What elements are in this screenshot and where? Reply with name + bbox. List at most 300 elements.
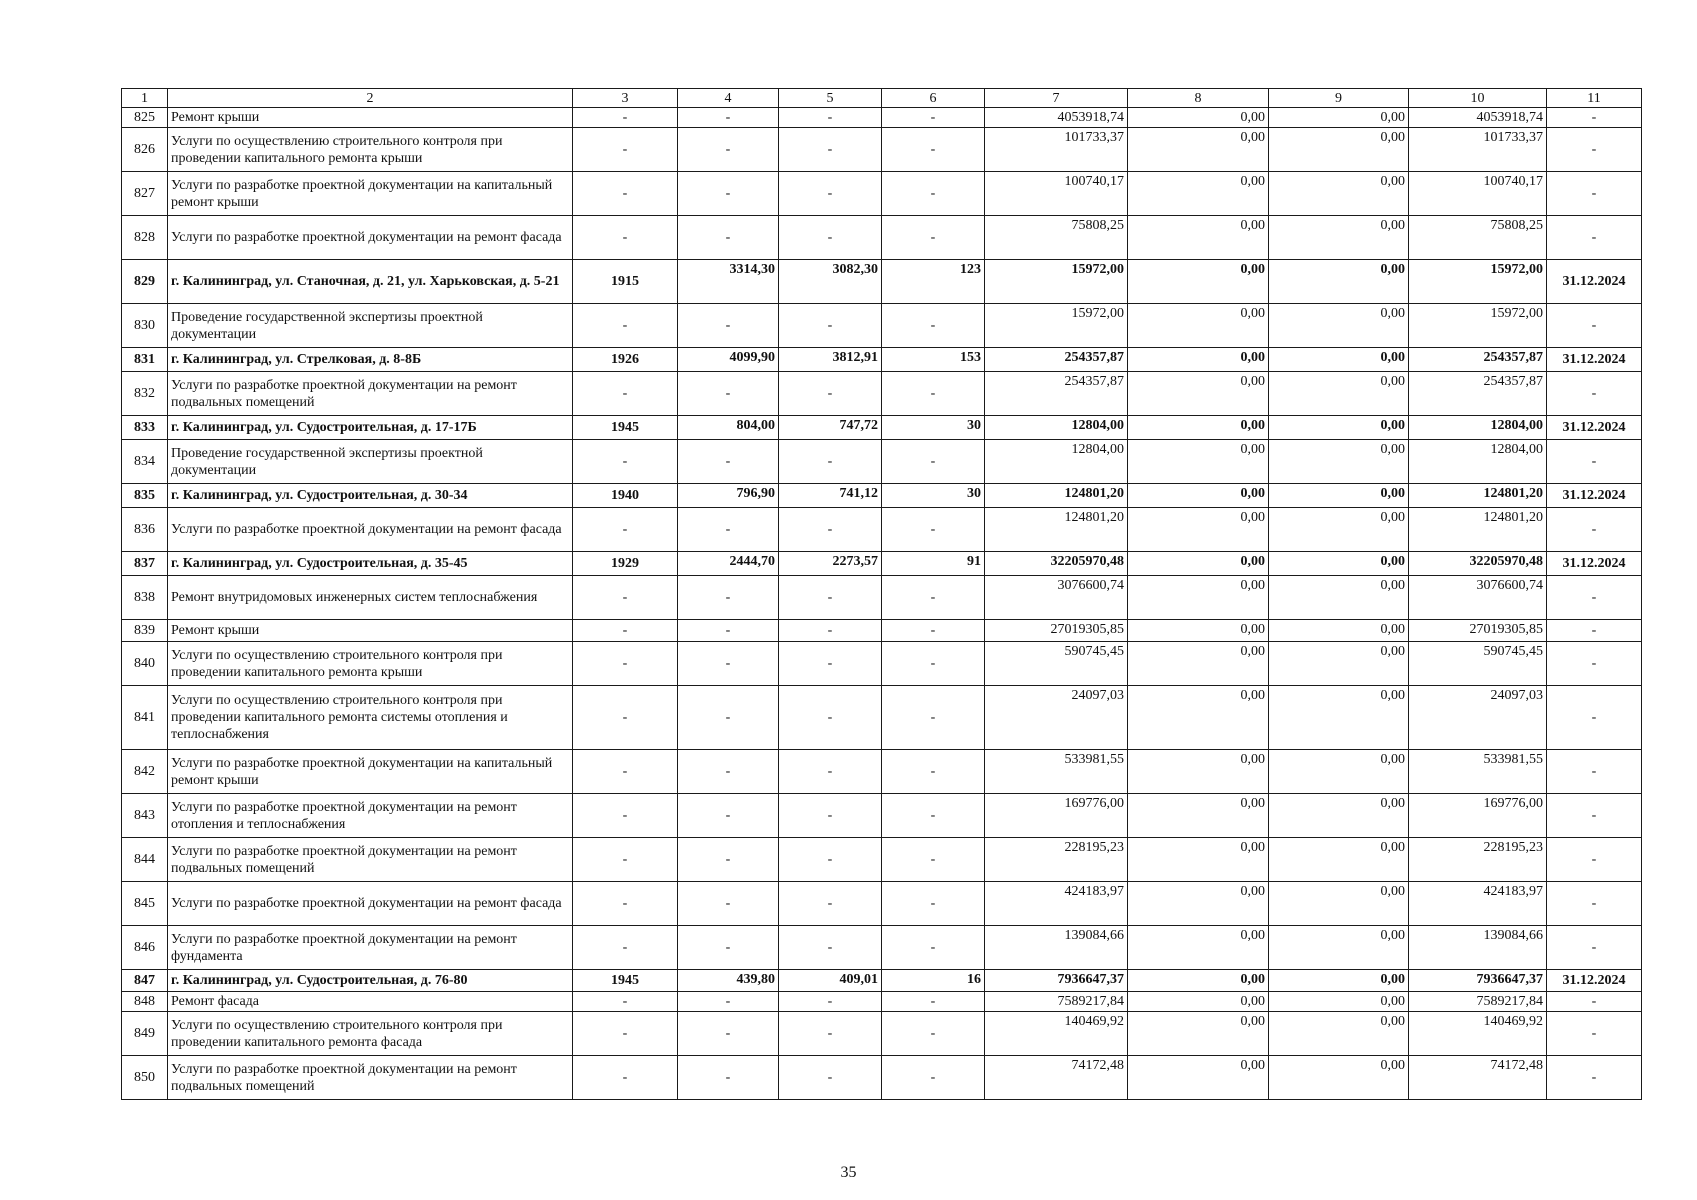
col8-cell: 0,00 [1128, 686, 1269, 750]
col3-cell: - [573, 620, 678, 642]
col11-cell: - [1547, 508, 1642, 552]
work-description-cell: Услуги по разработке проектной документации на ремонт подвальных помещений [168, 838, 573, 882]
work-item-row [122, 304, 1642, 348]
col9-cell: 0,00 [1269, 108, 1409, 128]
work-item-row [122, 926, 1642, 970]
work-description-cell: Услуги по осуществлению строительного контроля при проведении капитального ремонта крыши [168, 642, 573, 686]
col6-cell: - [882, 508, 985, 552]
col5-cell: - [779, 304, 882, 348]
col4-cell: - [678, 440, 779, 484]
col9-cell: 0,00 [1269, 750, 1409, 794]
col9-cell: 0,00 [1269, 216, 1409, 260]
col9-cell: 0,00 [1269, 620, 1409, 642]
col3-cell: - [573, 1012, 678, 1056]
col6-cell: - [882, 882, 985, 926]
col6-cell: - [882, 926, 985, 970]
col7-cell: 27019305,85 [985, 620, 1128, 642]
col5-cell: - [779, 642, 882, 686]
column-header: 8 [1128, 89, 1269, 108]
col10-cell: 32205970,48 [1409, 552, 1547, 576]
col6-cell: - [882, 372, 985, 416]
row-number-cell: 833 [122, 416, 168, 440]
col10-cell: 4053918,74 [1409, 108, 1547, 128]
col9-cell: 0,00 [1269, 926, 1409, 970]
work-item-row [122, 172, 1642, 216]
col4-cell: - [678, 926, 779, 970]
col10-cell: 533981,55 [1409, 750, 1547, 794]
row-number-cell: 846 [122, 926, 168, 970]
col6-cell: - [882, 440, 985, 484]
work-item-row [122, 576, 1642, 620]
col8-cell: 0,00 [1128, 794, 1269, 838]
col4-cell: - [678, 216, 779, 260]
col7-cell: 140469,92 [985, 1012, 1128, 1056]
work-description-cell: г. Калининград, ул. Судостроительная, д. 76-80 [168, 970, 573, 992]
col4-cell: 439,80 [678, 970, 779, 992]
col4-cell: - [678, 108, 779, 128]
col5-cell: 741,12 [779, 484, 882, 508]
row-number-cell: 829 [122, 260, 168, 304]
col6-cell: - [882, 172, 985, 216]
work-item-row [122, 686, 1642, 750]
col10-cell: 169776,00 [1409, 794, 1547, 838]
col6-cell: - [882, 686, 985, 750]
col3-cell: 1940 [573, 484, 678, 508]
col4-cell: 2444,70 [678, 552, 779, 576]
col10-cell: 124801,20 [1409, 508, 1547, 552]
col10-cell: 24097,03 [1409, 686, 1547, 750]
col9-cell: 0,00 [1269, 794, 1409, 838]
col9-cell: 0,00 [1269, 992, 1409, 1012]
col9-cell: 0,00 [1269, 348, 1409, 372]
col10-cell: 15972,00 [1409, 304, 1547, 348]
col4-cell: - [678, 1012, 779, 1056]
col7-cell: 590745,45 [985, 642, 1128, 686]
work-item-row [122, 620, 1642, 642]
row-number-cell: 834 [122, 440, 168, 484]
col3-cell: 1926 [573, 348, 678, 372]
col9-cell: 0,00 [1269, 576, 1409, 620]
row-number-cell: 845 [122, 882, 168, 926]
col6-cell: 30 [882, 484, 985, 508]
address-row [122, 970, 1642, 992]
col6-cell: 30 [882, 416, 985, 440]
col3-cell: - [573, 508, 678, 552]
work-description-cell: Услуги по разработке проектной документации на ремонт подвальных помещений [168, 1056, 573, 1100]
col11-cell: 31.12.2024 [1547, 484, 1642, 508]
col8-cell: 0,00 [1128, 216, 1269, 260]
col4-cell: 796,90 [678, 484, 779, 508]
col3-cell: - [573, 750, 678, 794]
col8-cell: 0,00 [1128, 750, 1269, 794]
col3-cell: 1945 [573, 970, 678, 992]
col4-cell: - [678, 992, 779, 1012]
col6-cell: - [882, 1056, 985, 1100]
column-number-header-row [122, 89, 1642, 108]
col7-cell: 12804,00 [985, 440, 1128, 484]
column-header: 4 [678, 89, 779, 108]
row-number-cell: 836 [122, 508, 168, 552]
column-header: 5 [779, 89, 882, 108]
column-header: 11 [1547, 89, 1642, 108]
col3-cell: - [573, 128, 678, 172]
col11-cell: - [1547, 992, 1642, 1012]
col8-cell: 0,00 [1128, 484, 1269, 508]
col5-cell: 3812,91 [779, 348, 882, 372]
work-description-cell: Проведение государственной экспертизы проектной документации [168, 440, 573, 484]
col6-cell: - [882, 108, 985, 128]
work-description-cell: Ремонт внутридомовых инженерных систем теплоснабжения [168, 576, 573, 620]
col4-cell: - [678, 794, 779, 838]
col8-cell: 0,00 [1128, 552, 1269, 576]
col7-cell: 169776,00 [985, 794, 1128, 838]
col10-cell: 124801,20 [1409, 484, 1547, 508]
work-item-row [122, 794, 1642, 838]
work-description-cell: Услуги по разработке проектной документации на ремонт отопления и теплоснабжения [168, 794, 573, 838]
col9-cell: 0,00 [1269, 882, 1409, 926]
column-header: 3 [573, 89, 678, 108]
document-page [121, 88, 1641, 1100]
col6-cell: 153 [882, 348, 985, 372]
col10-cell: 139084,66 [1409, 926, 1547, 970]
col8-cell: 0,00 [1128, 882, 1269, 926]
col10-cell: 228195,23 [1409, 838, 1547, 882]
col10-cell: 74172,48 [1409, 1056, 1547, 1100]
row-number-cell: 837 [122, 552, 168, 576]
address-row [122, 416, 1642, 440]
work-item-row [122, 882, 1642, 926]
col7-cell: 7589217,84 [985, 992, 1128, 1012]
col3-cell: - [573, 794, 678, 838]
col8-cell: 0,00 [1128, 620, 1269, 642]
col9-cell: 0,00 [1269, 304, 1409, 348]
col8-cell: 0,00 [1128, 926, 1269, 970]
col3-cell: - [573, 172, 678, 216]
work-item-row [122, 216, 1642, 260]
col7-cell: 7936647,37 [985, 970, 1128, 992]
col6-cell: - [882, 750, 985, 794]
work-description-cell: Услуги по разработке проектной документации на капитальный ремонт крыши [168, 750, 573, 794]
col7-cell: 124801,20 [985, 508, 1128, 552]
work-description-cell: Услуги по осуществлению строительного контроля при проведении капитального ремонта крыши [168, 128, 573, 172]
work-description-cell: г. Калининград, ул. Судостроительная, д. 30-34 [168, 484, 573, 508]
col5-cell: - [779, 1012, 882, 1056]
col11-cell: - [1547, 216, 1642, 260]
col10-cell: 12804,00 [1409, 440, 1547, 484]
col3-cell: - [573, 216, 678, 260]
row-number-cell: 840 [122, 642, 168, 686]
col10-cell: 12804,00 [1409, 416, 1547, 440]
col11-cell: - [1547, 440, 1642, 484]
work-description-cell: г. Калининград, ул. Стрелковая, д. 8-8Б [168, 348, 573, 372]
col8-cell: 0,00 [1128, 260, 1269, 304]
column-header: 10 [1409, 89, 1547, 108]
row-number-cell: 842 [122, 750, 168, 794]
col8-cell: 0,00 [1128, 108, 1269, 128]
col11-cell: - [1547, 172, 1642, 216]
work-description-cell: Ремонт крыши [168, 620, 573, 642]
column-header: 1 [122, 89, 168, 108]
work-item-row [122, 1012, 1642, 1056]
address-row [122, 260, 1642, 304]
col9-cell: 0,00 [1269, 508, 1409, 552]
row-number-cell: 826 [122, 128, 168, 172]
col8-cell: 0,00 [1128, 128, 1269, 172]
col5-cell: - [779, 128, 882, 172]
work-description-cell: Услуги по разработке проектной документации на ремонт фасада [168, 216, 573, 260]
col9-cell: 0,00 [1269, 172, 1409, 216]
col8-cell: 0,00 [1128, 348, 1269, 372]
col9-cell: 0,00 [1269, 440, 1409, 484]
col3-cell: - [573, 440, 678, 484]
col10-cell: 101733,37 [1409, 128, 1547, 172]
col3-cell: - [573, 576, 678, 620]
col5-cell: - [779, 216, 882, 260]
col4-cell: - [678, 172, 779, 216]
col6-cell: - [882, 576, 985, 620]
work-item-row [122, 128, 1642, 172]
col8-cell: 0,00 [1128, 642, 1269, 686]
row-number-cell: 828 [122, 216, 168, 260]
row-number-cell: 831 [122, 348, 168, 372]
col4-cell: - [678, 304, 779, 348]
col4-cell: - [678, 1056, 779, 1100]
col6-cell: - [882, 620, 985, 642]
col11-cell: - [1547, 1056, 1642, 1100]
col10-cell: 254357,87 [1409, 348, 1547, 372]
work-description-cell: Ремонт крыши [168, 108, 573, 128]
col5-cell: 2273,57 [779, 552, 882, 576]
col7-cell: 533981,55 [985, 750, 1128, 794]
col3-cell: - [573, 838, 678, 882]
col10-cell: 424183,97 [1409, 882, 1547, 926]
col3-cell: - [573, 1056, 678, 1100]
col11-cell: - [1547, 838, 1642, 882]
col7-cell: 254357,87 [985, 372, 1128, 416]
work-description-cell: Услуги по разработке проектной документации на капитальный ремонт крыши [168, 172, 573, 216]
col11-cell: 31.12.2024 [1547, 348, 1642, 372]
col7-cell: 424183,97 [985, 882, 1128, 926]
col6-cell: - [882, 1012, 985, 1056]
col3-cell: - [573, 304, 678, 348]
col9-cell: 0,00 [1269, 1056, 1409, 1100]
col9-cell: 0,00 [1269, 260, 1409, 304]
col5-cell: 747,72 [779, 416, 882, 440]
work-item-row [122, 1056, 1642, 1100]
col10-cell: 7589217,84 [1409, 992, 1547, 1012]
col11-cell: - [1547, 1012, 1642, 1056]
col5-cell: - [779, 576, 882, 620]
col7-cell: 228195,23 [985, 838, 1128, 882]
col5-cell: 409,01 [779, 970, 882, 992]
col11-cell: - [1547, 882, 1642, 926]
col10-cell: 3076600,74 [1409, 576, 1547, 620]
col7-cell: 75808,25 [985, 216, 1128, 260]
col7-cell: 254357,87 [985, 348, 1128, 372]
col5-cell: - [779, 686, 882, 750]
col9-cell: 0,00 [1269, 1012, 1409, 1056]
col11-cell: - [1547, 926, 1642, 970]
col6-cell: - [882, 642, 985, 686]
col7-cell: 12804,00 [985, 416, 1128, 440]
col8-cell: 0,00 [1128, 440, 1269, 484]
address-row [122, 348, 1642, 372]
work-description-cell: Услуги по разработке проектной документации на ремонт фасада [168, 508, 573, 552]
work-description-cell: г. Калининград, ул. Судостроительная, д. 35-45 [168, 552, 573, 576]
row-number-cell: 843 [122, 794, 168, 838]
col4-cell: - [678, 372, 779, 416]
col5-cell: - [779, 620, 882, 642]
work-item-row [122, 838, 1642, 882]
col6-cell: - [882, 128, 985, 172]
col5-cell: - [779, 372, 882, 416]
col11-cell: - [1547, 128, 1642, 172]
row-number-cell: 841 [122, 686, 168, 750]
col11-cell: - [1547, 794, 1642, 838]
address-row [122, 484, 1642, 508]
repair-program-table [121, 88, 1642, 1100]
row-number-cell: 849 [122, 1012, 168, 1056]
col8-cell: 0,00 [1128, 372, 1269, 416]
col11-cell: 31.12.2024 [1547, 552, 1642, 576]
col6-cell: 16 [882, 970, 985, 992]
col7-cell: 100740,17 [985, 172, 1128, 216]
col9-cell: 0,00 [1269, 484, 1409, 508]
col5-cell: - [779, 926, 882, 970]
page-number: 35 [840, 1164, 857, 1181]
work-description-cell: Услуги по разработке проектной документации на ремонт фасада [168, 882, 573, 926]
row-number-cell: 825 [122, 108, 168, 128]
col3-cell: - [573, 992, 678, 1012]
col3-cell: - [573, 642, 678, 686]
col9-cell: 0,00 [1269, 128, 1409, 172]
work-description-cell: Ремонт фасада [168, 992, 573, 1012]
work-item-row [122, 108, 1642, 128]
work-item-row [122, 750, 1642, 794]
col10-cell: 75808,25 [1409, 216, 1547, 260]
col8-cell: 0,00 [1128, 416, 1269, 440]
col11-cell: - [1547, 372, 1642, 416]
col4-cell: - [678, 642, 779, 686]
work-description-cell: Услуги по осуществлению строительного контроля при проведении капитального ремонта системы отопления и теплоснабжения [168, 686, 573, 750]
col8-cell: 0,00 [1128, 838, 1269, 882]
work-item-row [122, 992, 1642, 1012]
row-number-cell: 835 [122, 484, 168, 508]
col11-cell: 31.12.2024 [1547, 260, 1642, 304]
col4-cell: - [678, 128, 779, 172]
col7-cell: 4053918,74 [985, 108, 1128, 128]
col6-cell: - [882, 304, 985, 348]
col5-cell: - [779, 794, 882, 838]
col8-cell: 0,00 [1128, 992, 1269, 1012]
col8-cell: 0,00 [1128, 304, 1269, 348]
col5-cell: - [779, 838, 882, 882]
col5-cell: - [779, 440, 882, 484]
col5-cell: - [779, 1056, 882, 1100]
col9-cell: 0,00 [1269, 970, 1409, 992]
col5-cell: - [779, 882, 882, 926]
col10-cell: 27019305,85 [1409, 620, 1547, 642]
col11-cell: - [1547, 620, 1642, 642]
col8-cell: 0,00 [1128, 508, 1269, 552]
col5-cell: - [779, 172, 882, 216]
col9-cell: 0,00 [1269, 552, 1409, 576]
col8-cell: 0,00 [1128, 970, 1269, 992]
col9-cell: 0,00 [1269, 838, 1409, 882]
col9-cell: 0,00 [1269, 642, 1409, 686]
row-number-cell: 827 [122, 172, 168, 216]
col7-cell: 15972,00 [985, 304, 1128, 348]
col8-cell: 0,00 [1128, 576, 1269, 620]
col5-cell: - [779, 750, 882, 794]
column-header: 9 [1269, 89, 1409, 108]
column-header: 2 [168, 89, 573, 108]
col8-cell: 0,00 [1128, 172, 1269, 216]
row-number-cell: 847 [122, 970, 168, 992]
col4-cell: 804,00 [678, 416, 779, 440]
col11-cell: - [1547, 576, 1642, 620]
col6-cell: - [882, 992, 985, 1012]
col4-cell: - [678, 686, 779, 750]
col7-cell: 15972,00 [985, 260, 1128, 304]
col4-cell: - [678, 750, 779, 794]
col3-cell: - [573, 882, 678, 926]
work-description-cell: Проведение государственной экспертизы проектной документации [168, 304, 573, 348]
col11-cell: - [1547, 750, 1642, 794]
col5-cell: - [779, 508, 882, 552]
col6-cell: - [882, 838, 985, 882]
col7-cell: 3076600,74 [985, 576, 1128, 620]
row-number-cell: 838 [122, 576, 168, 620]
col4-cell: - [678, 620, 779, 642]
work-description-cell: г. Калининград, ул. Судостроительная, д. 17-17Б [168, 416, 573, 440]
col11-cell: - [1547, 304, 1642, 348]
work-description-cell: Услуги по осуществлению строительного контроля при проведении капитального ремонта фасада [168, 1012, 573, 1056]
col11-cell: 31.12.2024 [1547, 970, 1642, 992]
col4-cell: - [678, 508, 779, 552]
col6-cell: - [882, 794, 985, 838]
col5-cell: - [779, 108, 882, 128]
col9-cell: 0,00 [1269, 372, 1409, 416]
work-item-row [122, 642, 1642, 686]
col3-cell: - [573, 686, 678, 750]
col10-cell: 254357,87 [1409, 372, 1547, 416]
col8-cell: 0,00 [1128, 1056, 1269, 1100]
col4-cell: 4099,90 [678, 348, 779, 372]
col4-cell: - [678, 882, 779, 926]
row-number-cell: 844 [122, 838, 168, 882]
col10-cell: 7936647,37 [1409, 970, 1547, 992]
row-number-cell: 832 [122, 372, 168, 416]
col3-cell: - [573, 926, 678, 970]
col11-cell: - [1547, 642, 1642, 686]
col10-cell: 590745,45 [1409, 642, 1547, 686]
work-item-row [122, 508, 1642, 552]
column-header: 7 [985, 89, 1128, 108]
col7-cell: 32205970,48 [985, 552, 1128, 576]
col3-cell: 1915 [573, 260, 678, 304]
work-item-row [122, 372, 1642, 416]
col7-cell: 24097,03 [985, 686, 1128, 750]
col3-cell: - [573, 372, 678, 416]
col3-cell: 1929 [573, 552, 678, 576]
col7-cell: 74172,48 [985, 1056, 1128, 1100]
col3-cell: - [573, 108, 678, 128]
col8-cell: 0,00 [1128, 1012, 1269, 1056]
col5-cell: - [779, 992, 882, 1012]
address-row [122, 552, 1642, 576]
col7-cell: 139084,66 [985, 926, 1128, 970]
